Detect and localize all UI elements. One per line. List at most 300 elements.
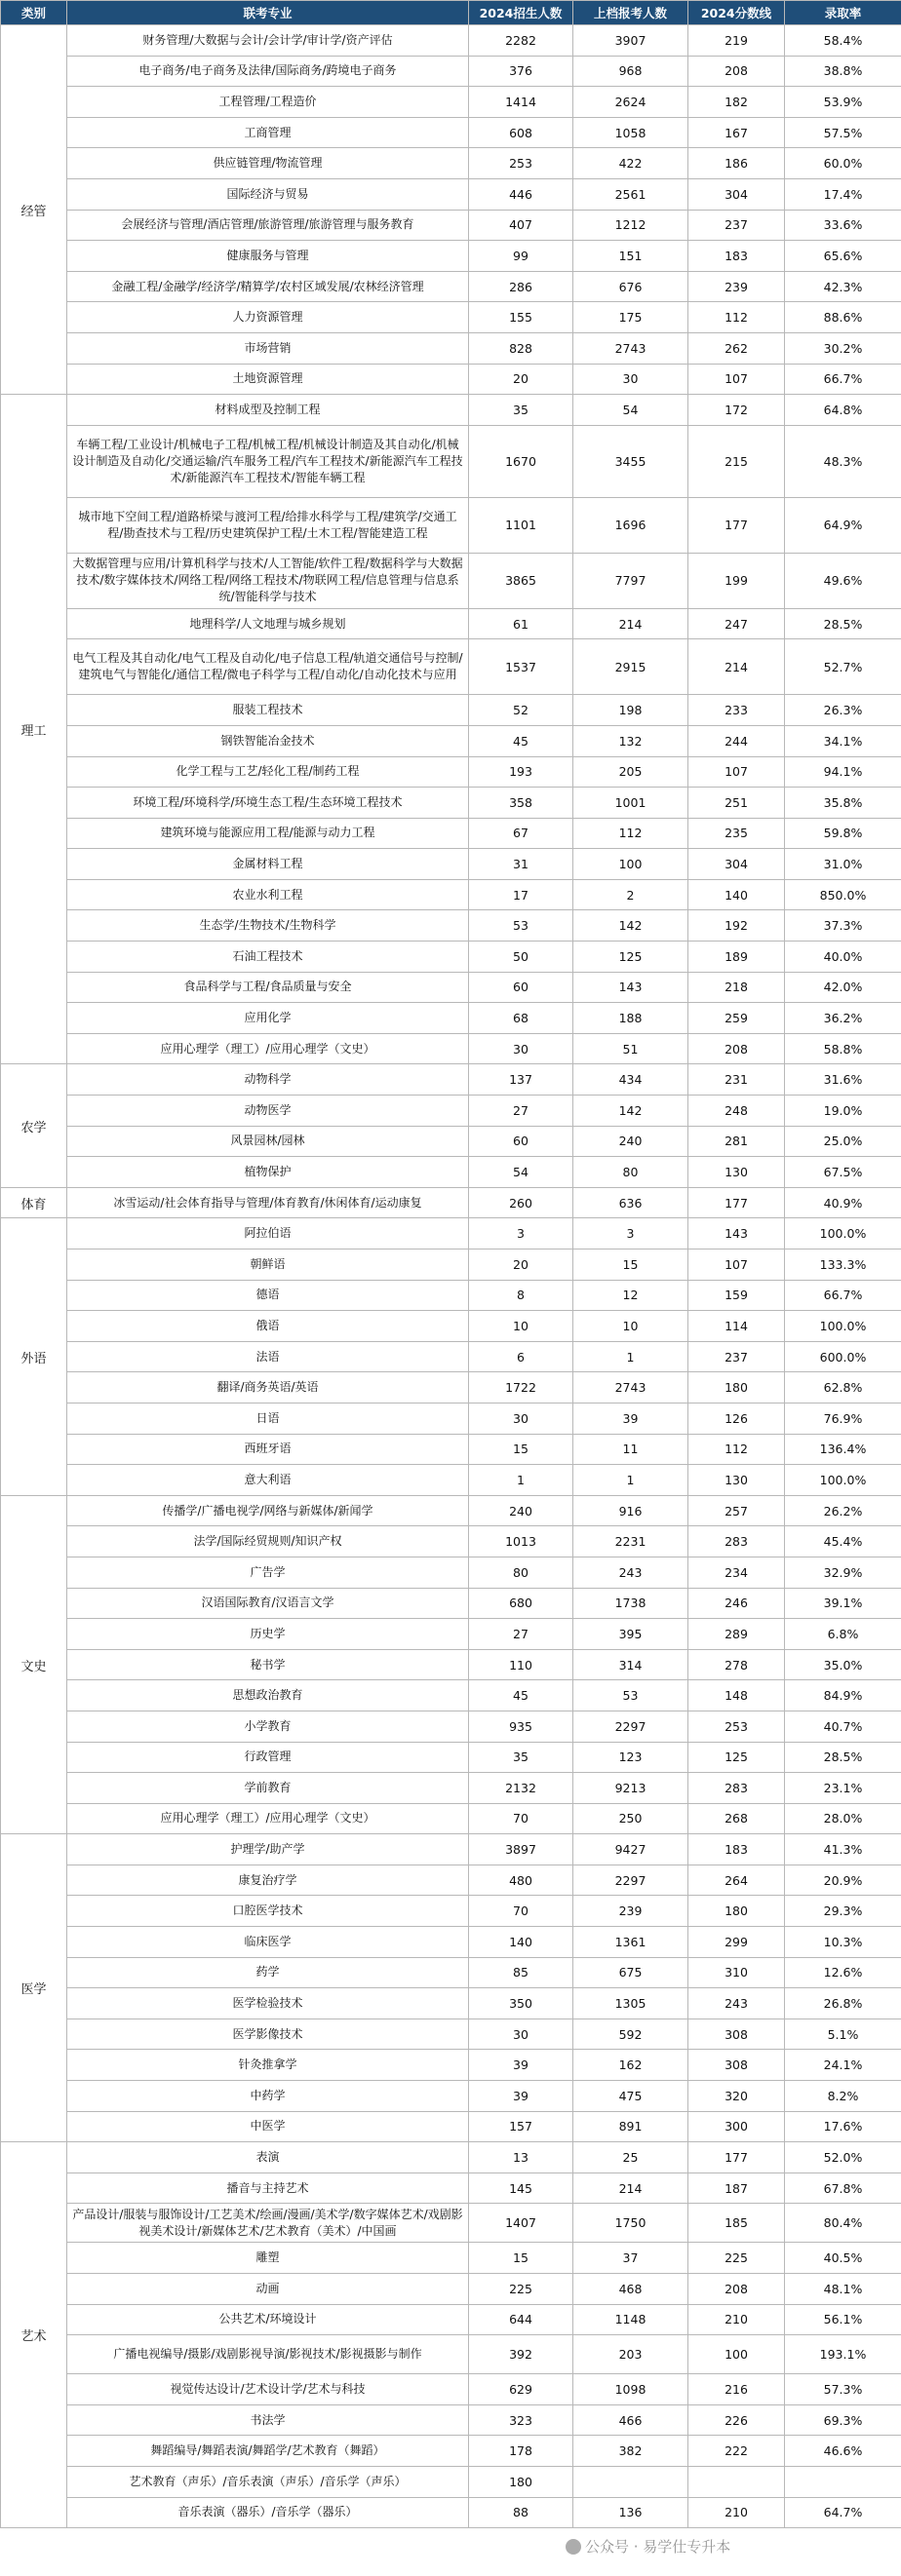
enrollment-cell: 140 (469, 1927, 573, 1958)
enrollment-cell: 1537 (469, 639, 573, 695)
applicants-cell: 136 (573, 2497, 688, 2528)
table-row (1, 1557, 901, 1588)
cutoff-cell: 143 (688, 1218, 785, 1250)
applicants-cell: 2 (573, 879, 688, 910)
major-cell: 秘书学 (67, 1649, 469, 1680)
cutoff-cell: 247 (688, 608, 785, 639)
rate-cell: 38.8% (785, 56, 901, 87)
table-row (1, 56, 901, 87)
cutoff-cell: 219 (688, 25, 785, 57)
table-row (1, 972, 901, 1003)
major-cell: 广告学 (67, 1557, 469, 1588)
table-row (1, 1187, 901, 1218)
cutoff-cell: 300 (688, 2111, 785, 2142)
rate-cell: 64.7% (785, 2497, 901, 2528)
rate-cell: 30.2% (785, 332, 901, 364)
major-cell: 俄语 (67, 1311, 469, 1342)
applicants-cell: 175 (573, 302, 688, 333)
cutoff-cell: 218 (688, 972, 785, 1003)
major-cell: 地理科学/人文地理与城乡规划 (67, 608, 469, 639)
major-cell: 动物科学 (67, 1064, 469, 1096)
rate-cell: 40.0% (785, 942, 901, 973)
cutoff-cell: 107 (688, 1250, 785, 1281)
cutoff-cell: 226 (688, 2404, 785, 2436)
applicants-cell: 143 (573, 972, 688, 1003)
rate-cell: 46.6% (785, 2436, 901, 2467)
major-cell: 舞蹈编导/舞蹈表演/舞蹈学/艺术教育（舞蹈） (67, 2436, 469, 2467)
rate-cell: 58.4% (785, 25, 901, 57)
enrollment-cell: 180 (469, 2466, 573, 2497)
major-cell: 风景园林/园林 (67, 1126, 469, 1157)
cutoff-cell: 125 (688, 1742, 785, 1773)
enrollment-cell: 45 (469, 1680, 573, 1711)
rate-cell: 35.8% (785, 788, 901, 819)
rate-cell: 58.8% (785, 1033, 901, 1064)
table-row (1, 2243, 901, 2274)
enrollment-cell: 27 (469, 1096, 573, 1127)
table-row (1, 1680, 901, 1711)
table-row (1, 271, 901, 302)
applicants-cell: 675 (573, 1957, 688, 1988)
rate-cell: 52.0% (785, 2142, 901, 2173)
enrollment-cell: 15 (469, 2243, 573, 2274)
cutoff-cell: 225 (688, 2243, 785, 2274)
table-header-row (1, 1, 901, 25)
rate-cell: 6.8% (785, 1619, 901, 1650)
header-rate: 录取率 (785, 1, 901, 25)
major-cell: 临床医学 (67, 1927, 469, 1958)
table-row (1, 1957, 901, 1988)
enrollment-cell: 6 (469, 1341, 573, 1372)
table-row (1, 1280, 901, 1311)
enrollment-cell: 157 (469, 2111, 573, 2142)
major-cell: 产品设计/服装与服饰设计/工艺美术/绘画/漫画/美术学/数字媒体艺术/戏剧影视美术设计/新媒体艺术/艺术教育（美术）/中国画 (67, 2204, 469, 2243)
cutoff-cell: 126 (688, 1403, 785, 1434)
cutoff-cell: 253 (688, 1711, 785, 1742)
header-category: 类别 (1, 1, 67, 25)
enrollment-cell: 178 (469, 2436, 573, 2467)
enrollment-cell: 99 (469, 241, 573, 272)
table-row (1, 210, 901, 241)
enrollment-cell: 13 (469, 2142, 573, 2173)
enrollment-cell: 3897 (469, 1834, 573, 1865)
major-cell: 环境工程/环境科学/环境生态工程/生态环境工程技术 (67, 788, 469, 819)
rate-cell: 66.7% (785, 364, 901, 395)
header-applicants: 上档报考人数 (573, 1, 688, 25)
cutoff-cell: 233 (688, 695, 785, 726)
table-row (1, 2019, 901, 2050)
table-row (1, 818, 901, 849)
applicants-cell: 142 (573, 910, 688, 942)
table-row (1, 87, 901, 118)
applicants-cell: 25 (573, 2142, 688, 2173)
applicants-cell (573, 2466, 688, 2497)
applicants-cell: 15 (573, 1250, 688, 1281)
enrollment-cell: 110 (469, 1649, 573, 1680)
major-cell: 翻译/商务英语/英语 (67, 1372, 469, 1403)
rate-cell: 42.0% (785, 972, 901, 1003)
cutoff-cell: 182 (688, 87, 785, 118)
rate-cell: 26.2% (785, 1495, 901, 1526)
table-row (1, 942, 901, 973)
table-row (1, 2335, 901, 2374)
cutoff-cell: 167 (688, 117, 785, 148)
major-cell: 播音与主持艺术 (67, 2172, 469, 2204)
table-row (1, 2081, 901, 2112)
cutoff-cell: 231 (688, 1064, 785, 1096)
enrollment-cell: 1 (469, 1465, 573, 1496)
rate-cell: 28.0% (785, 1803, 901, 1834)
applicants-cell: 12 (573, 1280, 688, 1311)
cutoff-cell: 107 (688, 756, 785, 788)
enrollment-cell: 31 (469, 849, 573, 880)
applicants-cell: 434 (573, 1064, 688, 1096)
applicants-cell: 162 (573, 2050, 688, 2081)
rate-cell: 60.0% (785, 148, 901, 179)
rate-cell: 33.6% (785, 210, 901, 241)
rate-cell: 67.5% (785, 1157, 901, 1188)
table-row (1, 1803, 901, 1834)
major-cell: 健康服务与管理 (67, 241, 469, 272)
applicants-cell: 132 (573, 725, 688, 756)
cutoff-cell: 248 (688, 1096, 785, 1127)
major-cell: 生态学/生物技术/生物科学 (67, 910, 469, 942)
rate-cell: 136.4% (785, 1434, 901, 1465)
enrollment-cell: 35 (469, 395, 573, 426)
cutoff-cell: 192 (688, 910, 785, 942)
table-row (1, 332, 901, 364)
applicants-cell: 3455 (573, 425, 688, 497)
applicants-cell: 2743 (573, 332, 688, 364)
major-cell: 口腔医学技术 (67, 1896, 469, 1927)
enrollment-cell: 323 (469, 2404, 573, 2436)
rate-cell: 34.1% (785, 725, 901, 756)
enrollment-cell: 2132 (469, 1773, 573, 1804)
enrollment-cell: 8 (469, 1280, 573, 1311)
cutoff-cell: 264 (688, 1865, 785, 1896)
major-cell: 康复治疗学 (67, 1865, 469, 1896)
table-row (1, 1742, 901, 1773)
rate-cell: 48.1% (785, 2274, 901, 2305)
cutoff-cell: 243 (688, 1988, 785, 2019)
table-row (1, 1434, 901, 1465)
rate-cell: 56.1% (785, 2304, 901, 2335)
major-cell: 农业水利工程 (67, 879, 469, 910)
table-row (1, 849, 901, 880)
rate-cell: 31.0% (785, 849, 901, 880)
cutoff-cell: 308 (688, 2019, 785, 2050)
rate-cell: 850.0% (785, 879, 901, 910)
cutoff-cell: 310 (688, 1957, 785, 1988)
major-cell: 动物医学 (67, 1096, 469, 1127)
applicants-cell: 916 (573, 1495, 688, 1526)
cutoff-cell: 289 (688, 1619, 785, 1650)
rate-cell: 12.6% (785, 1957, 901, 1988)
rate-cell: 26.8% (785, 1988, 901, 2019)
cutoff-cell: 172 (688, 395, 785, 426)
rate-cell: 37.3% (785, 910, 901, 942)
major-cell: 植物保护 (67, 1157, 469, 1188)
enrollment-cell: 3865 (469, 553, 573, 608)
cutoff-cell: 251 (688, 788, 785, 819)
applicants-cell: 1001 (573, 788, 688, 819)
cutoff-cell: 186 (688, 148, 785, 179)
enrollment-cell: 85 (469, 1957, 573, 1988)
enrollment-cell: 1670 (469, 425, 573, 497)
enrollment-cell: 446 (469, 178, 573, 210)
major-cell: 医学影像技术 (67, 2019, 469, 2050)
cutoff-cell: 283 (688, 1773, 785, 1804)
rate-cell: 17.6% (785, 2111, 901, 2142)
major-cell: 表演 (67, 2142, 469, 2173)
rate-cell: 57.5% (785, 117, 901, 148)
enrollment-cell: 376 (469, 56, 573, 87)
cutoff-cell: 237 (688, 210, 785, 241)
applicants-cell: 123 (573, 1742, 688, 1773)
major-cell: 学前教育 (67, 1773, 469, 1804)
table-row (1, 1588, 901, 1619)
enrollment-cell: 60 (469, 1126, 573, 1157)
applicants-cell: 1696 (573, 497, 688, 553)
rate-cell: 25.0% (785, 1126, 901, 1157)
enrollment-cell: 67 (469, 818, 573, 849)
rate-cell: 94.1% (785, 756, 901, 788)
enrollment-cell: 35 (469, 1742, 573, 1773)
table-body (1, 25, 901, 2528)
table-row (1, 425, 901, 497)
applicants-cell: 39 (573, 1403, 688, 1434)
cutoff-cell: 112 (688, 302, 785, 333)
table-row (1, 2111, 901, 2142)
applicants-cell: 203 (573, 2335, 688, 2374)
enrollment-cell: 680 (469, 1588, 573, 1619)
rate-cell: 40.7% (785, 1711, 901, 1742)
major-cell: 小学教育 (67, 1711, 469, 1742)
table-row (1, 2204, 901, 2243)
cutoff-cell: 100 (688, 2335, 785, 2374)
applicants-cell: 100 (573, 849, 688, 880)
enrollment-cell: 80 (469, 1557, 573, 1588)
applicants-cell: 37 (573, 2243, 688, 2274)
enrollment-cell: 155 (469, 302, 573, 333)
rate-cell (785, 2466, 901, 2497)
applicants-cell: 676 (573, 271, 688, 302)
applicants-cell: 1098 (573, 2374, 688, 2405)
cutoff-cell: 210 (688, 2497, 785, 2528)
rate-cell: 42.3% (785, 271, 901, 302)
applicants-cell: 2297 (573, 1711, 688, 1742)
major-cell: 冰雪运动/社会体育指导与管理/体育教育/休闲体育/运动康复 (67, 1187, 469, 1218)
table-row (1, 756, 901, 788)
applicants-cell: 1212 (573, 210, 688, 241)
major-cell: 建筑环境与能源应用工程/能源与动力工程 (67, 818, 469, 849)
enrollment-cell: 17 (469, 879, 573, 910)
table-row (1, 1250, 901, 1281)
applicants-cell: 250 (573, 1803, 688, 1834)
category-cell: 理工 (1, 395, 67, 1064)
rate-cell: 28.5% (785, 1742, 901, 1773)
category-cell: 经管 (1, 25, 67, 395)
cutoff-cell: 210 (688, 2304, 785, 2335)
category-cell: 医学 (1, 1834, 67, 2142)
cutoff-cell: 183 (688, 1834, 785, 1865)
major-cell: 汉语国际教育/汉语言文学 (67, 1588, 469, 1619)
rate-cell: 66.7% (785, 1280, 901, 1311)
rate-cell: 5.1% (785, 2019, 901, 2050)
applicants-cell: 142 (573, 1096, 688, 1127)
category-cell: 体育 (1, 1187, 67, 1218)
enrollment-cell: 27 (469, 1619, 573, 1650)
enrollment-cell: 137 (469, 1064, 573, 1096)
cutoff-cell: 281 (688, 1126, 785, 1157)
cutoff-cell: 237 (688, 1341, 785, 1372)
rate-cell: 45.4% (785, 1526, 901, 1557)
rate-cell: 59.8% (785, 818, 901, 849)
rate-cell: 100.0% (785, 1465, 901, 1496)
major-cell: 公共艺术/环境设计 (67, 2304, 469, 2335)
table-row (1, 1096, 901, 1127)
cutoff-cell: 140 (688, 879, 785, 910)
major-cell: 车辆工程/工业设计/机械电子工程/机械工程/机械设计制造及其自动化/机械设计制造及自动化/交通运输/汽车服务工程/汽车工程技术/新能源汽车工程技术/新能源汽车工程技术/智能车辆工程 (67, 425, 469, 497)
major-cell: 化学工程与工艺/轻化工程/制药工程 (67, 756, 469, 788)
table-row (1, 2050, 901, 2081)
applicants-cell: 2297 (573, 1865, 688, 1896)
rate-cell: 17.4% (785, 178, 901, 210)
major-cell: 思想政治教育 (67, 1680, 469, 1711)
cutoff-cell: 189 (688, 942, 785, 973)
rate-cell: 64.8% (785, 395, 901, 426)
applicants-cell: 1750 (573, 2204, 688, 2243)
applicants-cell: 466 (573, 2404, 688, 2436)
cutoff-cell: 177 (688, 497, 785, 553)
applicants-cell: 314 (573, 1649, 688, 1680)
rate-cell: 8.2% (785, 2081, 901, 2112)
major-cell: 金属材料工程 (67, 849, 469, 880)
table-row (1, 395, 901, 426)
enrollment-cell: 20 (469, 1250, 573, 1281)
applicants-cell: 636 (573, 1187, 688, 1218)
major-cell: 大数据管理与应用/计算机科学与技术/人工智能/软件工程/数据科学与大数据技术/数字媒体技术/网络工程/网络工程技术/物联网工程/信息管理与信息系统/智能科学与技术 (67, 553, 469, 608)
rate-cell: 67.8% (785, 2172, 901, 2204)
major-cell: 服装工程技术 (67, 695, 469, 726)
rate-cell: 32.9% (785, 1557, 901, 1588)
major-cell: 应用心理学（理工）/应用心理学（文史） (67, 1803, 469, 1834)
rate-cell: 84.9% (785, 1680, 901, 1711)
rate-cell: 31.6% (785, 1064, 901, 1096)
applicants-cell: 1058 (573, 117, 688, 148)
enrollment-cell: 70 (469, 1803, 573, 1834)
cutoff-cell: 159 (688, 1280, 785, 1311)
table-row (1, 2274, 901, 2305)
rate-cell: 20.9% (785, 1865, 901, 1896)
rate-cell: 57.3% (785, 2374, 901, 2405)
applicants-cell: 3 (573, 1218, 688, 1250)
enrollment-cell: 1722 (469, 1372, 573, 1403)
applicants-cell: 125 (573, 942, 688, 973)
applicants-cell: 11 (573, 1434, 688, 1465)
applicants-cell: 51 (573, 1033, 688, 1064)
enrollment-cell: 3 (469, 1218, 573, 1250)
cutoff-cell: 199 (688, 553, 785, 608)
applicants-cell: 243 (573, 1557, 688, 1588)
major-cell: 日语 (67, 1403, 469, 1434)
major-cell: 应用心理学（理工）/应用心理学（文史） (67, 1033, 469, 1064)
major-cell: 财务管理/大数据与会计/会计学/审计学/资产评估 (67, 25, 469, 57)
applicants-cell: 205 (573, 756, 688, 788)
cutoff-cell: 304 (688, 178, 785, 210)
table-row (1, 364, 901, 395)
table-row (1, 1988, 901, 2019)
major-cell: 传播学/广播电视学/网络与新媒体/新闻学 (67, 1495, 469, 1526)
rate-cell: 29.3% (785, 1896, 901, 1927)
rate-cell: 100.0% (785, 1311, 901, 1342)
cutoff-cell: 304 (688, 849, 785, 880)
rate-cell: 80.4% (785, 2204, 901, 2243)
applicants-cell: 10 (573, 1311, 688, 1342)
table-row (1, 2304, 901, 2335)
enrollment-cell: 828 (469, 332, 573, 364)
category-cell: 农学 (1, 1064, 67, 1187)
enrollment-cell: 68 (469, 1003, 573, 1034)
rate-cell: 26.3% (785, 695, 901, 726)
enrollment-cell: 392 (469, 2335, 573, 2374)
cutoff-cell: 268 (688, 1803, 785, 1834)
category-cell: 文史 (1, 1495, 67, 1834)
major-cell: 人力资源管理 (67, 302, 469, 333)
rate-cell: 24.1% (785, 2050, 901, 2081)
header-enrollment: 2024招生人数 (469, 1, 573, 25)
enrollment-cell: 20 (469, 364, 573, 395)
rate-cell: 40.5% (785, 2243, 901, 2274)
table-row (1, 608, 901, 639)
cutoff-cell: 114 (688, 1311, 785, 1342)
table-row (1, 1126, 901, 1157)
cutoff-cell: 308 (688, 2050, 785, 2081)
enrollment-cell: 935 (469, 1711, 573, 1742)
table-row (1, 1927, 901, 1958)
applicants-cell: 2624 (573, 87, 688, 118)
table-row (1, 553, 901, 608)
table-row (1, 497, 901, 553)
major-cell: 意大利语 (67, 1465, 469, 1496)
cutoff-cell: 177 (688, 1187, 785, 1218)
enrollment-cell: 358 (469, 788, 573, 819)
watermark-text: 公众号 · 易学仕专升本 (585, 2538, 731, 2556)
cutoff-cell: 278 (688, 1649, 785, 1680)
table-row (1, 1773, 901, 1804)
enrollment-cell: 50 (469, 942, 573, 973)
applicants-cell: 968 (573, 56, 688, 87)
rate-cell: 133.3% (785, 1250, 901, 1281)
enrollment-cell: 2282 (469, 25, 573, 57)
table-row (1, 148, 901, 179)
rate-cell: 48.3% (785, 425, 901, 497)
enrollment-cell: 54 (469, 1157, 573, 1188)
applicants-cell: 475 (573, 2081, 688, 2112)
table-row (1, 1311, 901, 1342)
applicants-cell: 1361 (573, 1927, 688, 1958)
major-cell: 国际经济与贸易 (67, 178, 469, 210)
cutoff-cell: 180 (688, 1896, 785, 1927)
cutoff-cell: 130 (688, 1157, 785, 1188)
enrollment-cell: 1013 (469, 1526, 573, 1557)
table-row (1, 1495, 901, 1526)
applicants-cell: 2231 (573, 1526, 688, 1557)
table-row (1, 1526, 901, 1557)
table-row (1, 2497, 901, 2528)
major-cell: 医学检验技术 (67, 1988, 469, 2019)
major-cell: 药学 (67, 1957, 469, 1988)
